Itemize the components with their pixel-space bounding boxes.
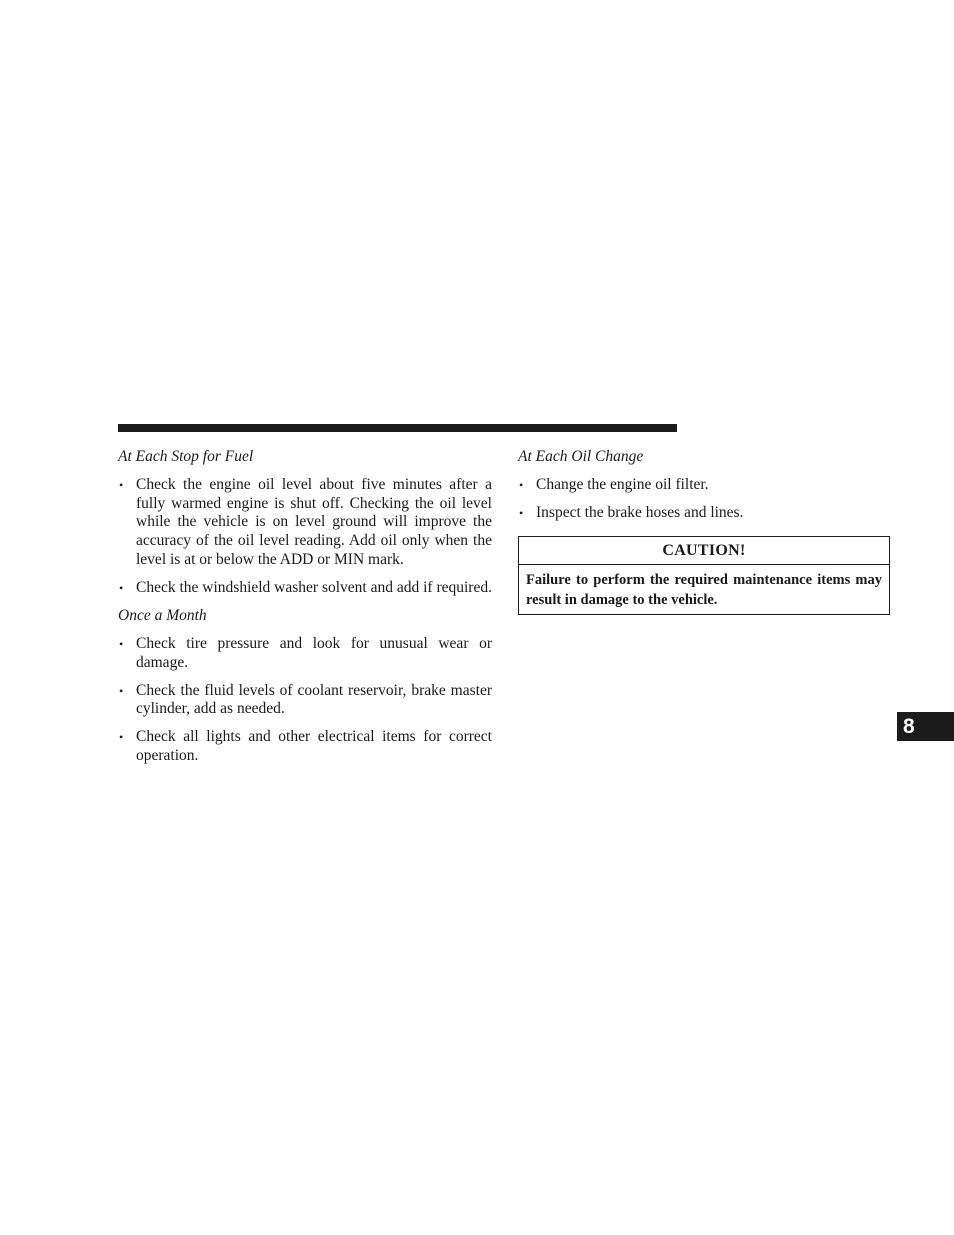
list-item-text: Check the fluid levels of coolant reservoir, brake master cylinder, add as needed. [136, 681, 492, 718]
list-item [118, 579, 492, 598]
bullet-icon: • [119, 637, 124, 652]
chapter-tab [897, 712, 954, 741]
list-item-text: Inspect the brake hoses and lines. [536, 503, 744, 521]
section-top-rule [118, 424, 677, 432]
left-column [118, 447, 492, 774]
list-item-text: Check tire pressure and look for unusual wear or damage. [136, 635, 492, 671]
list-item-text: Check the engine oil level about five minutes after a fully warmed engine is shut off. Checking the oil level while the vehicle is on level ground will improve the accuracy of the oil level reading. Add oil only when the level is at or below the ADD or MIN mark. [136, 476, 492, 568]
bullet-icon: • [519, 478, 524, 492]
bullet-icon: • [119, 580, 124, 595]
list-item [118, 728, 492, 765]
caution-box [518, 536, 890, 615]
oil-change-list [518, 476, 892, 522]
chapter-number: 8 [903, 715, 915, 738]
list-item [518, 476, 892, 495]
list-item-text: Check all lights and other electrical items for correct operation. [136, 728, 492, 764]
list-item-text: Check the windshield washer solvent and add if required. [136, 578, 492, 596]
list-item [118, 682, 492, 719]
caution-title: CAUTION! [519, 537, 889, 565]
caution-body: Failure to perform the required maintenance items may result in damage to the vehicle. [526, 572, 882, 608]
right-column [518, 447, 892, 531]
bullet-icon: • [519, 505, 524, 520]
section-heading-fuel-stop: At Each Stop for Fuel [118, 448, 254, 465]
list-item [118, 635, 492, 672]
list-item [118, 476, 492, 570]
list-item [518, 504, 892, 523]
section-heading-oil-change: At Each Oil Change [518, 448, 644, 465]
bullet-icon: • [119, 478, 124, 492]
list-item-text: Change the engine oil filter. [536, 476, 709, 493]
bullet-icon: • [119, 730, 124, 745]
monthly-list [118, 635, 492, 765]
bullet-icon: • [119, 683, 124, 698]
fuel-stop-list [118, 476, 492, 597]
section-heading-once-a-month: Once a Month [118, 607, 207, 625]
